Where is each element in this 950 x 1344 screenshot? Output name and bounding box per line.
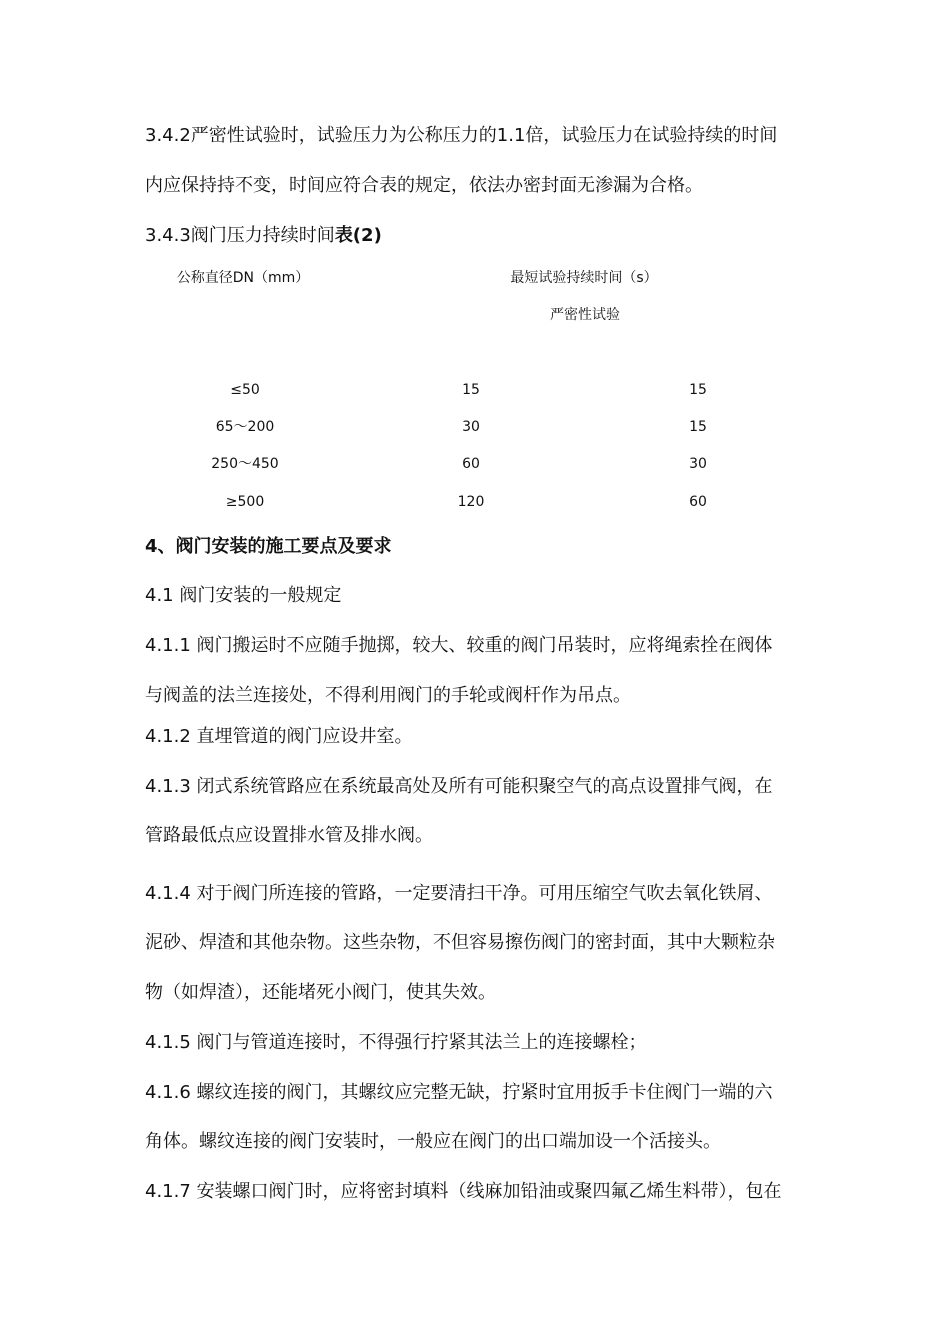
para-411-line1: 4.1.1 阀门搬运时不应随手抛掷，较大、较重的阀门吊装时，应将绳索拴在阀体 (145, 635, 773, 656)
para-411-line2: 与阀盖的法兰连接处，不得利用阀门的手轮或阀杆作为吊点。 (145, 685, 631, 706)
table-cell-dn: 250～450 (211, 456, 279, 472)
table-cell-col1: 60 (462, 456, 480, 472)
para-414-line3: 物（如焊渣），还能堵死小阀门，使其失效。 (145, 982, 496, 1003)
table-cell-dn: 65～200 (215, 419, 275, 435)
para-413-line2: 管路最低点应设置排水管及排水阀。 (145, 825, 433, 846)
table-cell-col1: 120 (457, 494, 485, 510)
para-342-line1: 3.4.2严密性试验时，试验压力为公称压力的1.1倍，试验压力在试验持续的时间 (145, 125, 778, 146)
para-414-line2: 泥砂、焊渣和其他杂物。这些杂物，不但容易擦伤阀门的密封面，其中大颗粒杂 (145, 932, 775, 953)
table-cell-col2: 30 (689, 456, 707, 472)
table-title-number: 表(2) (334, 225, 382, 246)
table-cell-col2: 15 (689, 382, 707, 398)
para-415: 4.1.5 阀门与管道连接时，不得强行拧紧其法兰上的连接螺栓； (145, 1032, 647, 1053)
section-4-heading: 4、阀门安装的施工要点及要求 (145, 536, 392, 557)
table-cell-col2: 60 (689, 494, 707, 510)
para-416-line1: 4.1.6 螺纹连接的阀门，其螺纹应完整无缺，拧紧时宜用扳手卡住阀门一端的六 (145, 1082, 773, 1103)
table-title-text: 3.4.3阀门压力持续时间 (145, 225, 335, 246)
subsection-41-heading: 4.1 阀门安装的一般规定 (145, 585, 342, 606)
table-title (145, 224, 382, 248)
para-342-line2: 内应保持持不变，时间应符合表的规定，依法办密封面无渗漏为合格。 (145, 175, 703, 196)
table-subheader: 严密性试验 (550, 307, 620, 323)
table-cell-col1: 30 (462, 419, 480, 435)
table-header-dn: 公称直径DN（mm） (176, 270, 310, 286)
table-header-time: 最短试验持续时间（s） (510, 270, 658, 286)
table-cell-col1: 15 (462, 382, 480, 398)
table-cell-dn: ≥500 (225, 494, 265, 510)
para-416-line2: 角体。螺纹连接的阀门安装时，一般应在阀门的出口端加设一个活接头。 (145, 1131, 721, 1152)
para-414-line1: 4.1.4 对于阀门所连接的管路，一定要清扫干净。可用压缩空气吹去氧化铁屑、 (145, 883, 773, 904)
para-413-line1: 4.1.3 闭式系统管路应在系统最高处及所有可能积聚空气的高点设置排气阀，在 (145, 776, 773, 797)
para-412: 4.1.2 直埋管道的阀门应设井室。 (145, 726, 413, 747)
table-cell-col2: 15 (689, 419, 707, 435)
para-417-line1: 4.1.7 安装螺口阀门时，应将密封填料（线麻加铅油或聚四氟乙烯生料带），包在 (145, 1181, 782, 1202)
table-cell-dn: ≤50 (230, 382, 260, 398)
